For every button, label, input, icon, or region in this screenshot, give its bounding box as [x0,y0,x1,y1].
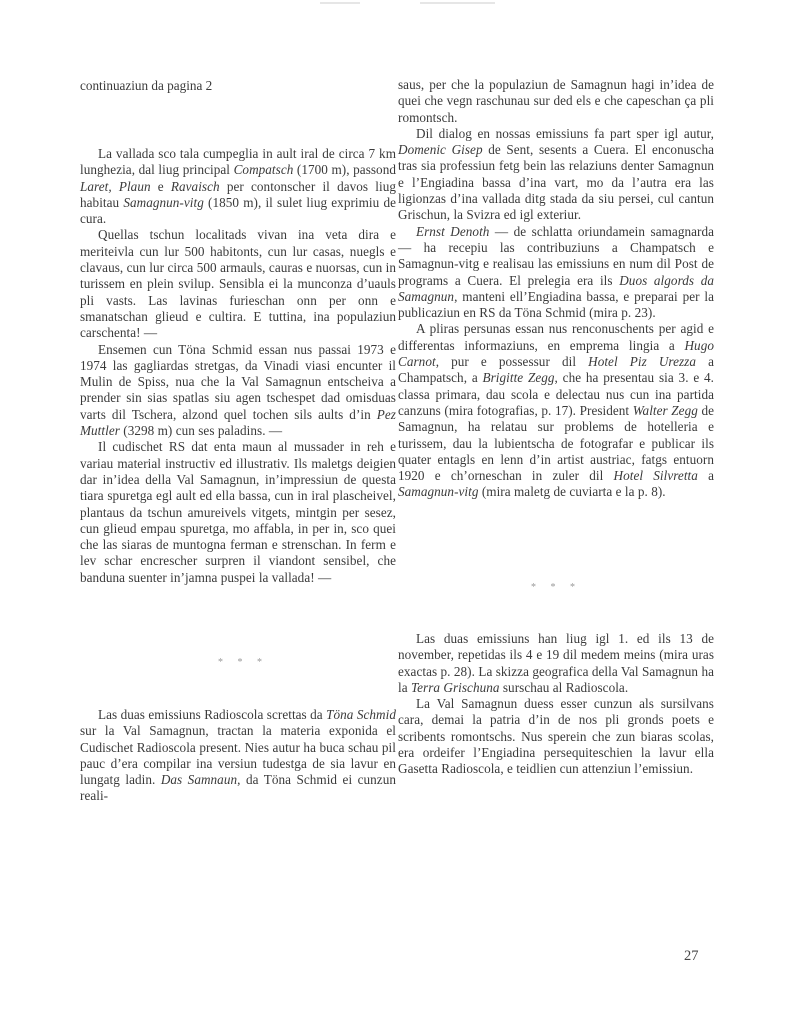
page-number: 27 [684,948,699,964]
paragraph [80,342,396,440]
text-run: , da Töna Schmid ei cunzun reali- [80,772,397,804]
text-run: (1700 m), passond [293,162,396,178]
scan-artifact [420,2,495,4]
scan-artifact [320,2,360,4]
text-run: Il cudischet RS dat enta maun al mussader in reh e variau material instructiv ed illustrativ. Ils maletgs deigien dar in’idea della Val Samagnun, in’impressiun de questa tiara spuretga egl ault ed ella bassa, cun in iral plascheivel, plantaus da tschun amureivels vitgets, mintgin per sesez, cun glieud empau spuretga, mo affabla, in per in, sco quei che las siaras de muntogna ferman e strenschan. In ferm e lev schar encrescher surpren il viandont sensibel, che banduna suenter in’jamna puspei la vallada! — [80,439,396,585]
paragraph [398,321,714,500]
italic-name: Compatsch [233,162,294,178]
italic-name: Hotel Piz Urezza [588,354,697,370]
italic-name: Das Samnaun [160,772,238,788]
text-run: a [697,468,714,484]
italic-name: Pez Muttler [80,406,396,439]
text-run: Quellas tschun localitads vivan ina veta dira e meriteivla cun lur 500 habitonts, cun lur casas, nuegls e clavaus, cun lur circa 500 armauls, cauras e nuorsas, cun in turissem en plein svilup. Sensibla ei la munconza d’uauls pli vasts. Las lavinas furieschan onn per onn e smanatschan glieud e cultira. E tuttina, ina populaziun carschenta! — [80,227,396,341]
italic-name: Ernst Denoth [416,223,490,239]
right-column-body [398,77,714,501]
text-run: — de schlatta oriundamein samagnarda — ha recepiu las contribuziuns a Champatsch e Samagnun-vitg e realisau las emissiuns en num dil Post de programs a Cuera. El prelegia era ils [398,223,715,288]
paragraph [398,696,714,777]
text-run: , manteni ell’Engiadina bassa, e preparai per la publicaziun en RS da Töna Schmid (mira p. 23). [398,288,714,321]
italic-name: Domenic Gisep [398,142,483,158]
paragraph [398,126,714,224]
text-run: , pur e possessur dil [435,354,589,370]
text-run: La vallada sco tala cumpeglia in ault iral de circa 7 km lunghezia, dal liug principal [80,146,396,178]
text-run: A pliras persunas essan nus renconuschents per agid e differentas informaziuns, en emprema lingia a [398,321,714,353]
paragraph [398,77,714,126]
left-column-body [80,146,396,586]
paragraph [80,439,396,586]
italic-name: Laret, Plaun [80,178,151,194]
continuation-note: continuaziun da pagina 2 [80,78,213,93]
text-run: a Champatsch, a [398,354,714,386]
paragraph [80,146,396,227]
text-run: Las duas emissiuns Radioscola screttas da [98,707,327,722]
italic-name: Ravaisch [170,178,220,194]
text-run: saus, per che la populaziun de Samagnun hagi in’idea de quei che vegn raschunau sur ded els e che capeschan ça pli romontsch. [398,77,714,125]
left-column-after-separator [80,707,396,805]
text-run: surschau al Radioscola. [499,679,629,695]
text-run: e [150,178,171,194]
paragraph [80,227,396,341]
text-run: La Val Samagnun duess esser cunzun als sursilvans cara, demai la patria d’in de nos pli gronds poets e scribents romontschs. Nus sperein che zun biaras scolas, era ordeifer l’Engiadina persequiteschien la lavur ella Gasetta Radioscola, e teidlien cun attenziun l’emissiun. [398,696,714,777]
text-run: Dil dialog en nossas emissiuns fa part sper igl autur, [416,125,714,141]
paragraph [80,707,396,805]
text-run: Ensemen cun Töna Schmid essan nus passai 1973 e 1974 las gagliardas stretgas, da Vinadi viasi encunter il Mulin de Spiss, nua che la Val Samagnun entscheiva a prender sin sias spatlas siu agen tschespet dad omisduas varts dil Tschera, alzond quel tochen sils aults d’in [80,341,396,422]
text-run: Las duas emissiuns han liug igl 1. ed ils 13 de november, repetidas ils 4 e 19 dil medem meins (mira uras exactas p. 28). La skizza geografica della Val Samagnun ha la [398,631,714,695]
italic-name: Samagnun-vitg [123,194,204,210]
italic-name: Terra Grischuna [410,679,500,695]
text-run: (mira maletg de cuviarta e la p. 8). [478,484,666,500]
italic-name: Hugo Carnot [398,337,714,370]
text-run: de Sent, sesents a Cuera. El enconuscha tras sia professiun fetg bein las relaziuns denter Samagnun e l’Engiadina bassa d’ina vart, mo da l’autra era las ligionzas d’ina vallada ditg stada da siu persei, cul cantun Grischun, la Svizra ed igl exteriur. [398,142,714,223]
text-run: per contonscher il davos liug habitau [80,178,396,210]
italic-name: Töna Schmid [326,707,396,722]
right-column-after-separator [398,631,714,778]
text-run: sur la Val Samagnun, tractan la materia exponida el Cudischet Radioscola present. Nies autur ha buca schau pil pauc d’era compilar ina versiun tudestga de sia lavur en lungatg ladin. [80,723,396,788]
italic-name: Brigitte Zegg [482,370,555,386]
text-run: (3298 m) cun ses paladins. — [119,423,283,439]
paragraph [398,224,714,322]
text-run: de Samagnun, ha relatau sur problems de hotelleria e turissem, dau la lubientscha de fotografar e publicar ils quater entagls en lenn d’in artist austriac, fatgs entuorn 1920 e ch’orneschan in zuler dil [398,402,715,484]
paragraph [398,631,714,696]
text-run: (1850 m), il sulet liug exprimiu de cura. [80,194,396,227]
italic-name: Duos algords da Samagnun [398,272,715,304]
section-separator-left: * * * [218,657,268,668]
italic-name: Hotel Silvretta [613,468,698,484]
section-separator-right: * * * [531,582,581,593]
text-run: , che ha presentau sia 3. e 4. classa primara, dau scola e delectau nus cun ina partida canzuns (mira fotografias, p. 17). President [398,370,714,418]
italic-name: Samagnun-vitg [398,484,479,500]
italic-name: Walter Zegg [632,402,698,418]
